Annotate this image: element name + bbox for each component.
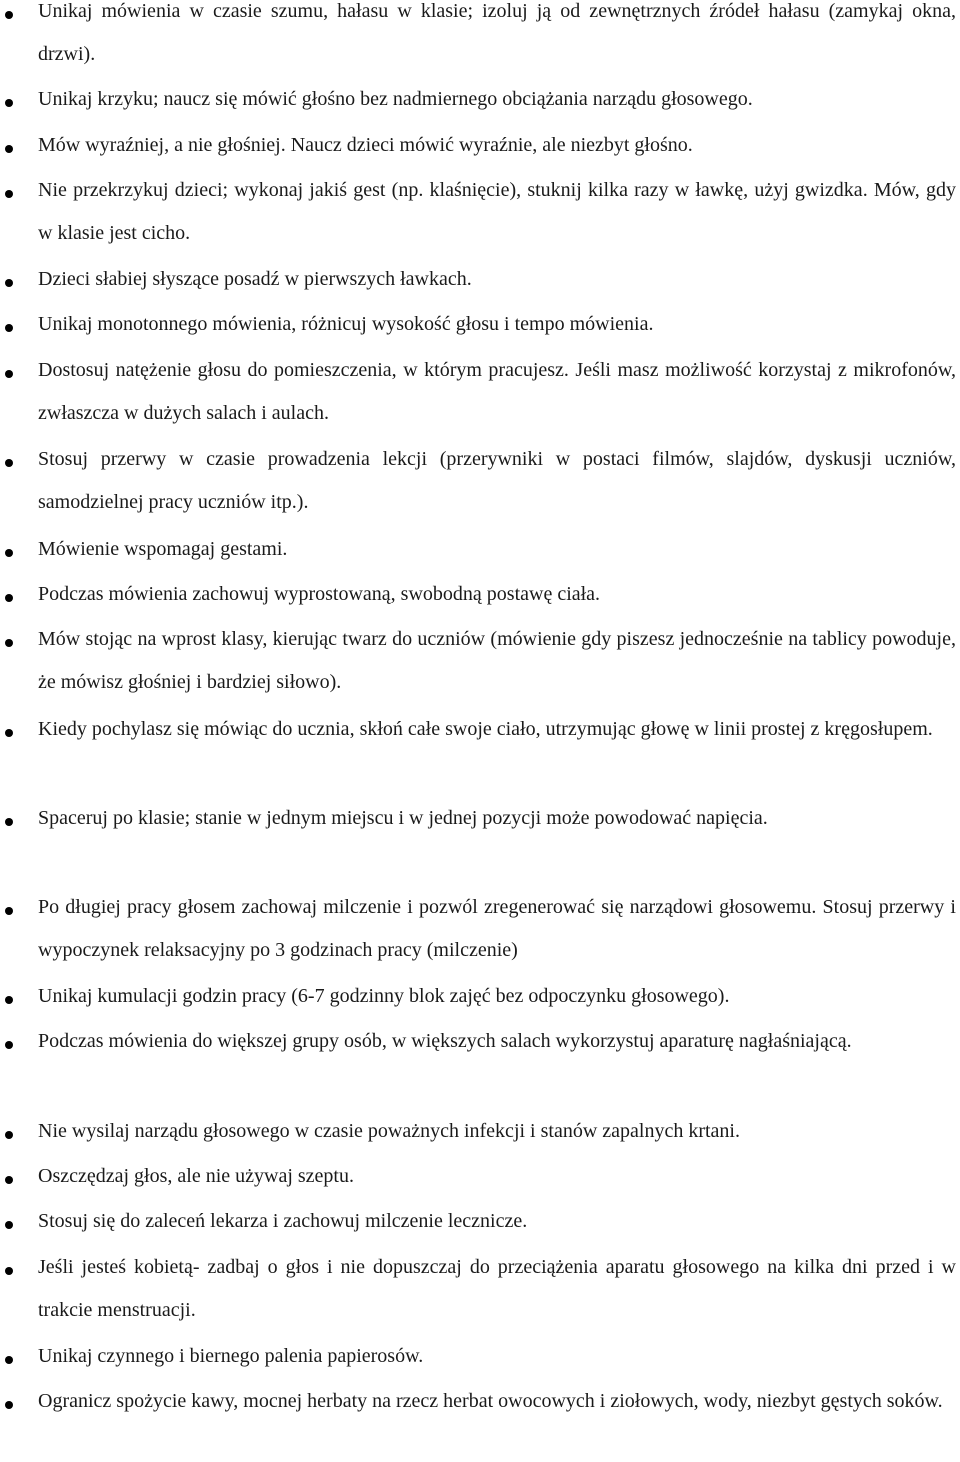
list-item-text: Mów stojąc na wprost klasy, kierując twarz do uczniów (mówienie gdy piszesz jednocześnie na tablicy powoduje, że mówisz głośniej i bardziej siłowo).	[38, 628, 956, 693]
bullet-icon	[5, 996, 13, 1004]
list-item-text: Unikaj krzyku; naucz się mówić głośno bez nadmiernego obciążania narządu głosowego.	[38, 88, 753, 110]
bullet-icon	[5, 1267, 13, 1275]
bullet-icon	[5, 1221, 13, 1229]
list-item-text: Mówienie wspomagaj gestami.	[38, 538, 288, 560]
bullet-icon	[5, 729, 13, 737]
bullet-icon	[5, 11, 13, 19]
bullet-icon	[5, 1041, 13, 1049]
list-item-text: Podczas mówienia zachowuj wyprostowaną, swobodną postawę ciała.	[38, 583, 601, 605]
bullet-icon	[5, 1401, 13, 1409]
list-item-text: Spaceruj po klasie; stanie w jednym miejscu i w jednej pozycji może powodować napięcia.	[38, 807, 768, 829]
bullet-icon	[5, 639, 13, 647]
list-item-text: Stosuj przerwy w czasie prowadzenia lekcji (przerywniki w postaci filmów, slajdów, dyskusji uczniów, samodzielnej pracy uczniów itp.).	[38, 448, 956, 513]
bullet-icon	[5, 1356, 13, 1364]
list-item-text: Podczas mówienia do większej grupy osób, w większych salach wykorzystuj aparaturę nagłaśniającą.	[38, 1030, 852, 1052]
list-item-text: Unikaj czynnego i biernego palenia papierosów.	[38, 1345, 424, 1367]
bullet-icon	[5, 907, 13, 915]
bullet-icon	[5, 324, 13, 332]
bullet-icon	[5, 459, 13, 467]
list-item-text: Dzieci słabiej słyszące posadź w pierwszych ławkach.	[38, 268, 472, 290]
bullet-icon	[5, 818, 13, 826]
list-item-text: Ogranicz spożycie kawy, mocnej herbaty na rzecz herbat owocowych i ziołowych, wody, niezbyt gęstych soków.	[38, 1390, 943, 1412]
list-item-text: Jeśli jesteś kobietą- zadbaj o głos i nie dopuszczaj do przeciążenia aparatu głosowego na kilka dni przed i w trakcie menstruacji.	[38, 1256, 956, 1321]
bullet-icon	[5, 370, 13, 378]
bullet-icon	[5, 1176, 13, 1184]
list-item-text: Unikaj monotonnego mówienia, różnicuj wysokość głosu i tempo mówienia.	[38, 313, 654, 335]
bullet-icon	[5, 1131, 13, 1139]
list-item-text: Dostosuj natężenie głosu do pomieszczenia, w którym pracujesz. Jeśli masz możliwość korzystaj z mikrofonów, zwłaszcza w dużych salach i aulach.	[38, 359, 956, 424]
bullet-icon	[5, 190, 13, 198]
list-item-text: Nie przekrzykuj dzieci; wykonaj jakiś gest (np. klaśnięcie), stuknij kilka razy w ławkę, użyj gwizdka. Mów, gdy w klasie jest cicho.	[38, 179, 956, 244]
list-item-text: Stosuj się do zaleceń lekarza i zachowuj milczenie lecznicze.	[38, 1210, 528, 1232]
bullet-icon	[5, 279, 13, 287]
bullet-icon	[5, 594, 13, 602]
bullet-icon	[5, 549, 13, 557]
list-item-text: Nie wysilaj narządu głosowego w czasie poważnych infekcji i stanów zapalnych krtani.	[38, 1120, 740, 1142]
bullet-icon	[5, 99, 13, 107]
bullet-icon	[5, 145, 13, 153]
list-item-text: Unikaj mówienia w czasie szumu, hałasu w klasie; izoluj ją od zewnętrznych źródeł hałasu (zamykaj okna, drzwi).	[38, 0, 956, 65]
list-item-text: Kiedy pochylasz się mówiąc do ucznia, skłoń całe swoje ciało, utrzymując głowę w linii prostej z kręgosłupem.	[38, 718, 933, 740]
list-item-text: Unikaj kumulacji godzin pracy (6-7 godzinny blok zajęć bez odpoczynku głosowego).	[38, 985, 730, 1007]
list-item-text: Oszczędzaj głos, ale nie używaj szeptu.	[38, 1165, 354, 1187]
list-item-text: Mów wyraźniej, a nie głośniej. Naucz dzieci mówić wyraźnie, ale niezbyt głośno.	[38, 134, 693, 156]
list-item-text: Po długiej pracy głosem zachowaj milczenie i pozwól zregenerować się narządowi głosowemu. Stosuj przerwy i wypoczynek relaksacyjny po 3 godzinach pracy (milczenie)	[38, 896, 956, 961]
